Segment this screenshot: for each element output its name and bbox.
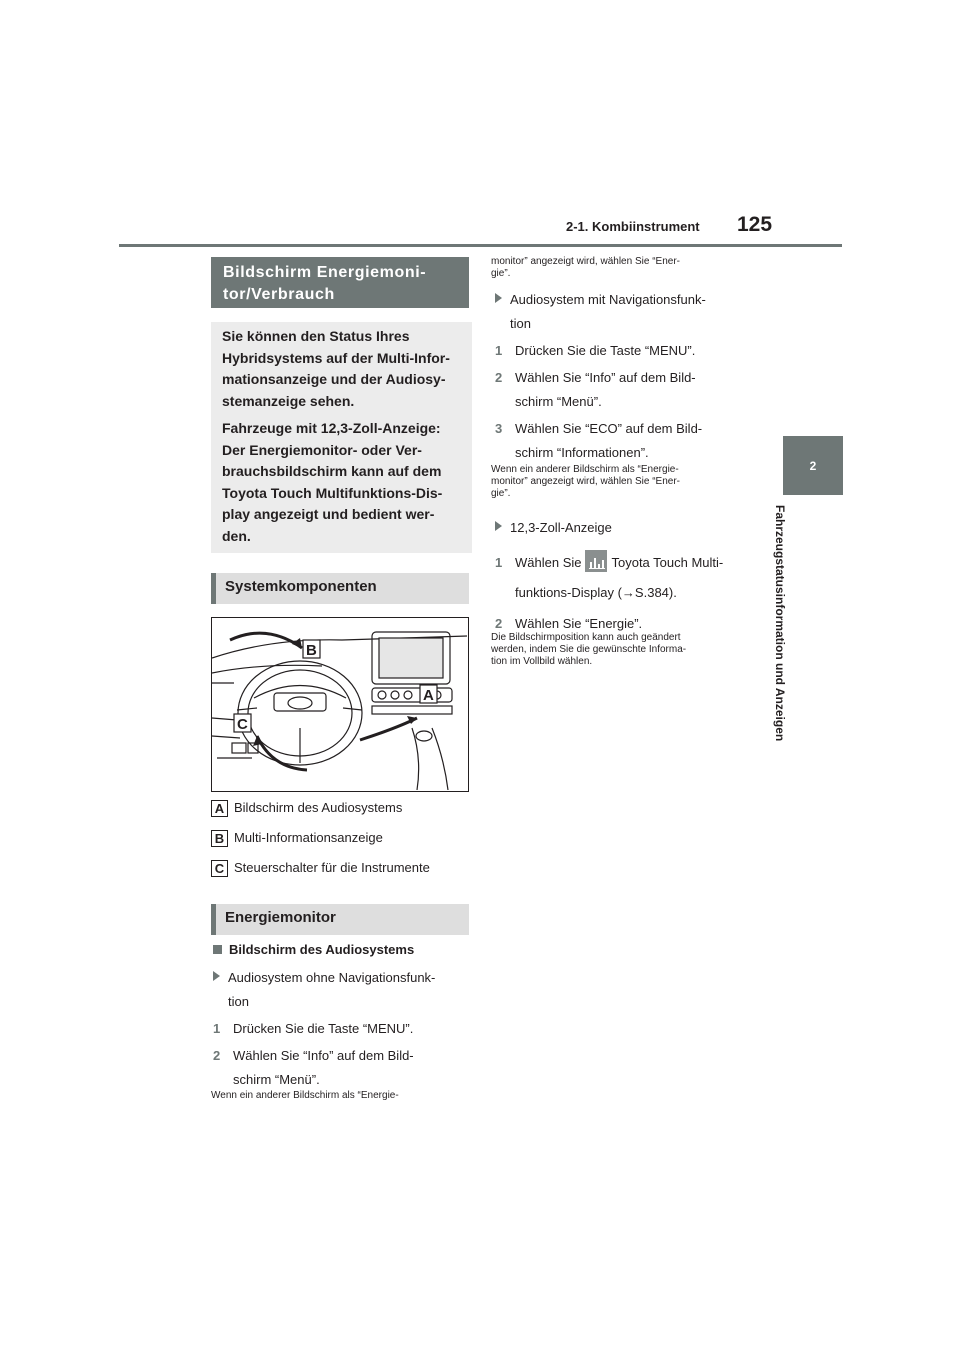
dashboard-drawing — [212, 618, 467, 790]
subheading-components: Systemkomponenten — [211, 573, 469, 604]
note-continued — [491, 256, 751, 280]
note-line: tion im Vollbild wählen. — [491, 656, 593, 667]
step-1 — [495, 339, 755, 363]
note-line: Die Bildschirmposition kann auch geändert — [491, 632, 681, 643]
step-text: Wählen Sie “Info” auf dem Bild- — [515, 370, 696, 385]
diagram-label-a: A — [423, 687, 434, 704]
chapter-number: 2 — [809, 458, 817, 473]
step-3 — [495, 417, 755, 441]
diagram-label-b: B — [306, 642, 317, 659]
intro-line: play angezeigt und bedient wer- — [222, 506, 435, 522]
display-step-1 — [495, 548, 760, 578]
legend-text: Multi-Informationsanzeige — [234, 830, 383, 845]
legend-key: A — [211, 800, 228, 817]
audio-nav-heading — [495, 288, 755, 312]
diagram-label-c: C — [237, 716, 248, 733]
legend-item — [211, 800, 402, 817]
step-text: Wählen Sie “ECO” auf dem Bild- — [515, 421, 703, 436]
intro-box — [211, 322, 472, 553]
text-line: tion — [510, 316, 531, 331]
intro-line: Hybridsystems auf der Multi-Infor- — [222, 349, 450, 366]
note-line: gie”. — [491, 488, 511, 499]
legend-text: Bildschirm des Audiosystems — [234, 800, 403, 815]
note-line: werden, indem Sie die gewünschte Informa- — [491, 644, 687, 655]
intro-line: Fahrzeuge mit 12,3-Zoll-Anzeige: — [222, 420, 441, 436]
section-title-line2: tor/Verbrauch — [223, 286, 335, 303]
triangle-bullet-icon — [495, 521, 502, 531]
page-number: 125 — [737, 213, 773, 236]
step-text: Wählen Sie “Info” auf dem Bild- — [233, 1048, 414, 1063]
section-title-line1: Bildschirm Energiemoni- — [223, 264, 427, 281]
audio-no-nav-block — [213, 966, 473, 1092]
display-block — [495, 516, 760, 636]
legend-key: B — [211, 830, 228, 847]
step-text: Drücken Sie die Taste “MENU”. — [233, 1021, 414, 1036]
chapter-title-vertical — [770, 505, 804, 755]
note-line: gie”. — [491, 268, 511, 279]
note-line: Wenn ein anderer Bildschirm als “Energie- — [491, 464, 679, 475]
square-bullet-icon — [213, 945, 222, 954]
step-text: Drücken Sie die Taste “MENU”. — [515, 343, 696, 358]
step-text: schirm “Menü”. — [233, 1072, 320, 1087]
intro-paragraph-2 — [222, 418, 462, 547]
triangle-bullet-icon — [495, 293, 502, 303]
legend-key: C — [211, 860, 228, 877]
step-number: 1 — [213, 1021, 221, 1036]
step-text: schirm “Informationen”. — [515, 445, 649, 460]
header-rule — [119, 244, 842, 247]
step-text: funktions-Display (→S.384). — [515, 585, 677, 600]
step-2 — [495, 366, 755, 390]
audio-no-nav-heading — [213, 966, 473, 990]
step-number: 2 — [495, 616, 503, 631]
audio-heading-text: Bildschirm des Audiosystems — [229, 942, 415, 957]
intro-line: Sie können den Status Ihres — [222, 328, 410, 344]
legend-text: Steuerschalter für die Instrumente — [234, 860, 430, 875]
note-line: monitor” angezeigt wird, wählen Sie “Ener- — [491, 476, 680, 487]
triangle-bullet-icon — [213, 971, 220, 981]
step-text: Wählen Sie “Energie”. — [515, 616, 643, 631]
step-2 — [213, 1044, 473, 1068]
intro-paragraph-1 — [222, 326, 462, 412]
text-line: Audiosystem mit Navigationsfunk- — [510, 292, 706, 307]
note-line: monitor” angezeigt wird, wählen Sie “Ener- — [491, 256, 680, 267]
step-text: Wählen Sie — [515, 555, 582, 570]
intro-line: Der Energiemonitor- oder Ver- — [222, 441, 422, 458]
chapter-title: Fahrzeugstatusinformation und Anzeigen — [773, 505, 787, 742]
intro-line: mationsanzeige und der Audiosy- — [222, 371, 446, 387]
step-number: 1 — [495, 555, 503, 570]
audio-heading — [213, 942, 414, 957]
step-number: 1 — [495, 343, 503, 358]
note-3 — [491, 632, 756, 668]
subheading-energy: Energiemonitor — [211, 904, 469, 935]
intro-line: stemanzeige sehen. — [222, 392, 355, 409]
text-line: Audiosystem ohne Navigationsfunk- — [228, 970, 436, 985]
step-number: 2 — [495, 370, 503, 385]
intro-line: den. — [222, 527, 251, 544]
dashboard-illustration — [211, 617, 469, 792]
intro-line: Toyota Touch Multifunktions-Dis- — [222, 484, 443, 501]
step-text: schirm “Menü”. — [515, 394, 602, 409]
note-2 — [491, 464, 751, 500]
section-title — [211, 257, 469, 308]
section-header: 2-1. Kombiinstrument — [566, 219, 700, 234]
intro-line: brauchsbildschirm kann auf dem — [222, 463, 442, 479]
step-number: 2 — [213, 1048, 221, 1063]
legend-item — [211, 830, 383, 847]
text-line: tion — [228, 994, 249, 1009]
audio-nav-block — [495, 288, 755, 465]
display-heading — [495, 516, 760, 540]
step-number: 3 — [495, 421, 503, 436]
energy-info-icon — [585, 550, 607, 572]
step-text: Toyota Touch Multi- — [611, 555, 724, 570]
step-1 — [213, 1017, 473, 1041]
legend-item — [211, 860, 430, 877]
note-text: Wenn ein anderer Bildschirm als “Energie- — [211, 1090, 399, 1101]
chapter-tab — [783, 436, 843, 495]
text-line: 12,3-Zoll-Anzeige — [510, 520, 612, 535]
